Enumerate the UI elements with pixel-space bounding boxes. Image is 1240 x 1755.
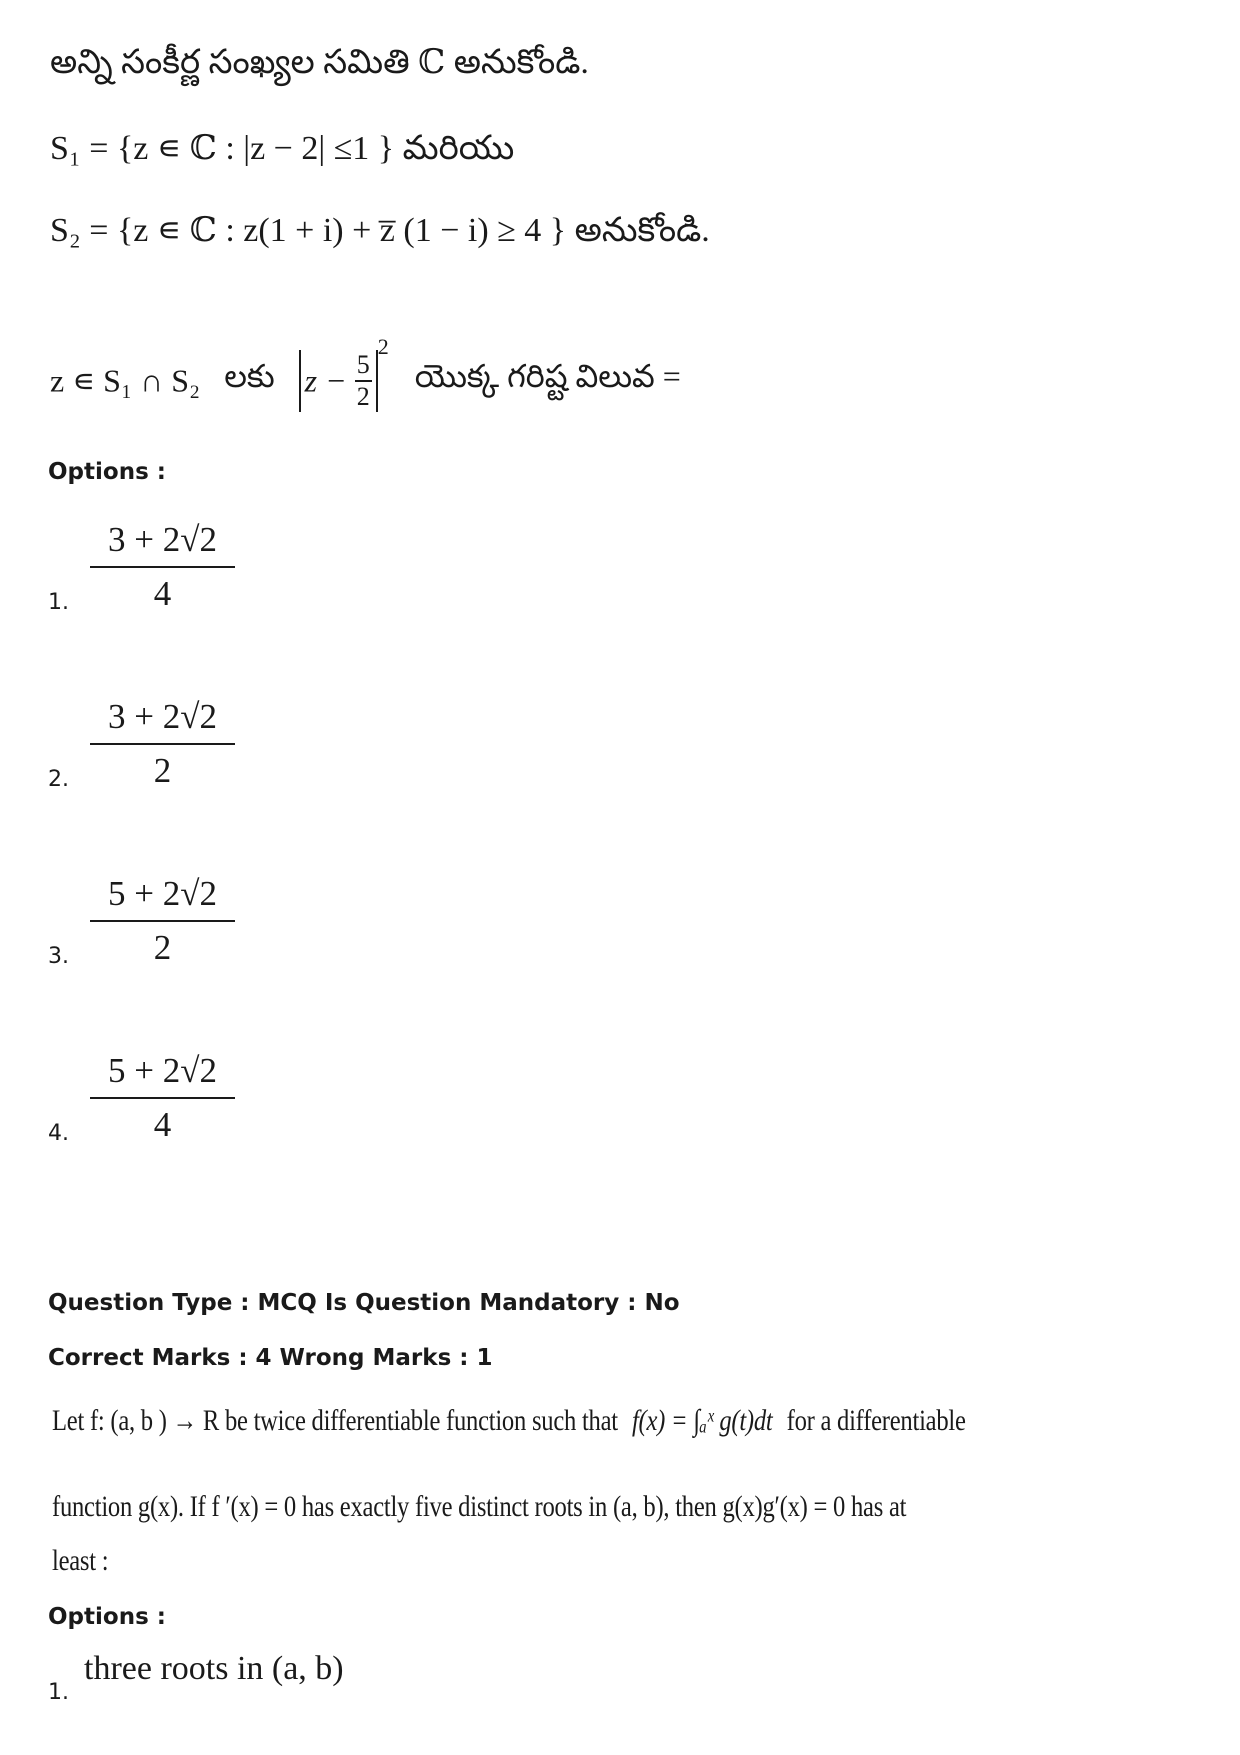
q1-condition: z ∊ S₁ ∩ S₂ bbox=[50, 362, 201, 399]
q1-condition-word: లకు bbox=[224, 358, 275, 395]
q1-tail: యొక్క గరిష్ట విలువ = bbox=[414, 358, 681, 395]
q2-line-1 bbox=[52, 1404, 966, 1438]
s1-tail: మరియు bbox=[402, 130, 515, 167]
option-text: three roots in (a, b) bbox=[84, 1650, 344, 1687]
option-number: 3. bbox=[48, 944, 69, 969]
option-fraction bbox=[90, 695, 235, 791]
q2-line-3: least : bbox=[52, 1544, 109, 1577]
s1-set: = {z ∊ ℂ : |z − 2| ≤1 } bbox=[89, 130, 395, 167]
question-type-line: Question Type : MCQ Is Question Mandatory : No bbox=[48, 1290, 680, 1316]
option-fraction bbox=[90, 872, 235, 968]
option-number: 4. bbox=[48, 1121, 69, 1146]
option-fraction bbox=[90, 1049, 235, 1145]
q1-line-1: అన్ని సంకీర్ణ సంఖ్యల సమితి ℂ అనుకోండి. bbox=[50, 44, 589, 81]
options-label-2: Options : bbox=[48, 1604, 166, 1630]
fraction-denominator: 2 bbox=[153, 751, 172, 790]
s1-symbol: S₁ bbox=[50, 130, 81, 167]
q1-abs-power: 2 bbox=[377, 334, 389, 359]
q2-line-2: function g(x). If f ′(x) = 0 has exactly five distinct roots in (a, b), then g(x)g′(x) = 0 has at bbox=[52, 1490, 907, 1523]
marks-line: Correct Marks : 4 Wrong Marks : 1 bbox=[48, 1345, 493, 1371]
q1-abs-expression bbox=[299, 350, 378, 412]
fraction-bar bbox=[90, 1097, 235, 1099]
q1-abs-numerator: 5 bbox=[355, 350, 372, 382]
q1-s1-definition bbox=[50, 128, 514, 176]
option-number: 1. bbox=[48, 1680, 69, 1705]
options-label-1: Options : bbox=[48, 459, 166, 485]
option-fraction bbox=[90, 518, 235, 614]
q2-line-1-b: f(x) = ∫ₐˣ g(t)dt bbox=[631, 1404, 773, 1437]
fraction-numerator: 3 + 2√2 bbox=[108, 697, 217, 736]
fraction-bar bbox=[90, 566, 235, 568]
fraction-denominator: 4 bbox=[153, 574, 172, 613]
q1-abs-fraction bbox=[355, 350, 372, 412]
q1-abs-denominator: 2 bbox=[356, 381, 370, 411]
fraction-denominator: 2 bbox=[153, 928, 172, 967]
fraction-numerator: 5 + 2√2 bbox=[108, 874, 217, 913]
fraction-numerator: 3 + 2√2 bbox=[108, 520, 217, 559]
fraction-numerator: 5 + 2√2 bbox=[108, 1051, 217, 1090]
q1-abs-var: z − bbox=[304, 362, 347, 399]
q1-s2-definition bbox=[50, 210, 710, 258]
fraction-bar bbox=[90, 920, 235, 922]
s2-set: = {z ∊ ℂ : z(1 + i) + z̅ (1 − i) ≥ 4 } bbox=[89, 212, 567, 249]
fraction-bar bbox=[90, 743, 235, 745]
s2-tail: అనుకోండి. bbox=[574, 212, 710, 249]
s2-symbol: S₂ bbox=[50, 212, 81, 249]
q2-line-1-a: Let f: (a, b ) → R be twice differentiable function such that bbox=[52, 1404, 618, 1437]
q2-line-1-c: for a differentiable bbox=[786, 1404, 966, 1437]
fraction-denominator: 4 bbox=[153, 1105, 172, 1144]
option-number: 1. bbox=[48, 590, 69, 615]
q1-question-line bbox=[50, 334, 681, 412]
option-number: 2. bbox=[48, 767, 69, 792]
